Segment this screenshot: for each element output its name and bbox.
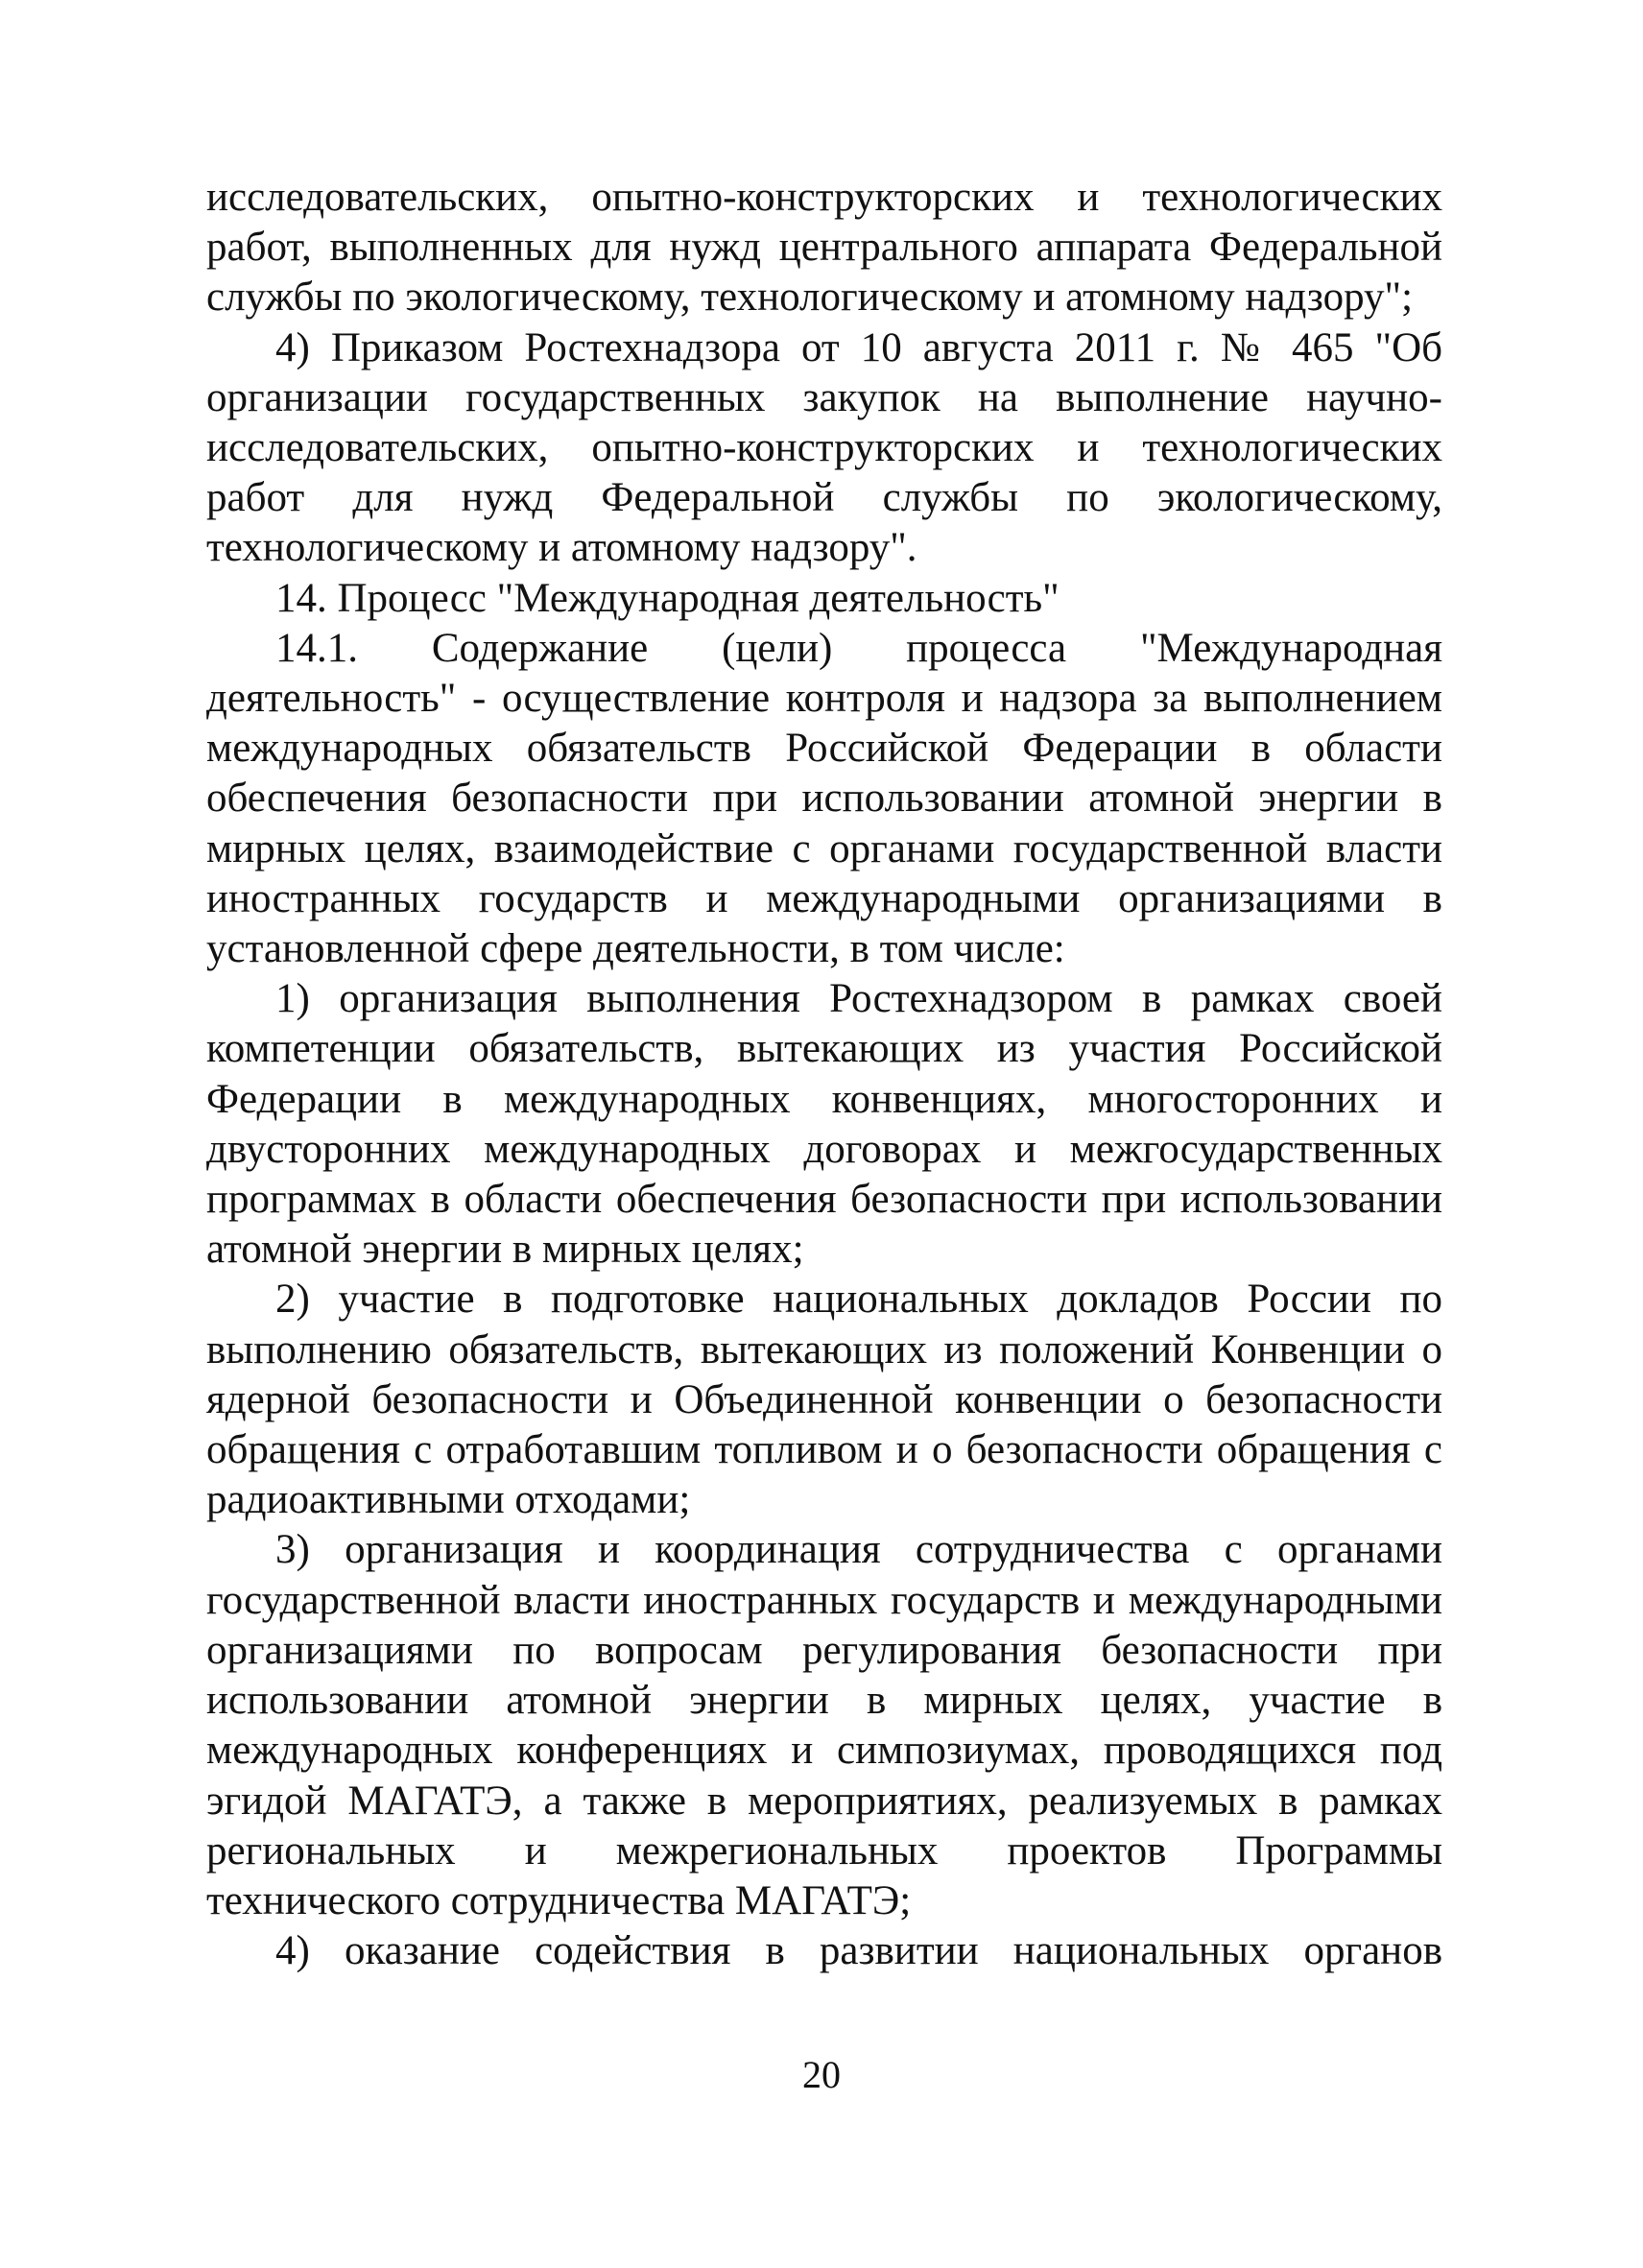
paragraph-item-4-order: 4) Приказом Ростехнадзора от 10 августа 2011 г. № 465 "Об организации государственных закупок на выполнение научно-исследовательских, опытно-конструкторских и технологических работ для нужд Федеральной службы по экологическому, технологическому и атомному надзору". (206, 324, 1442, 571)
paragraph-item-2: 2) участие в подготовке национальных докладов России по выполнению обязательств, вытекающих из положений Конвенции о ядерной безопасности и Объединенной конвенции о безопасности обращения с отработавшим топливом и о безопасности обращения с радиоактивными отходами; (206, 1277, 1442, 1523)
document-page (206, 173, 1442, 2188)
section-heading-14: 14. Процесс "Международная деятельность" (275, 575, 1060, 621)
paragraph-item-1: 1) организация выполнения Ростехнадзором в рамках своей компетенции обязательств, вытекающих из участия Российской Федерации в международных конвенциях, многосторонних и двусторонних международных договорах и межгосударственных программах в области обеспечения безопасности при использовании атомной энергии в мирных целях; (206, 976, 1442, 1273)
page-number: 20 (802, 2053, 841, 2096)
paragraph-item-3: 3) организация и координация сотрудничества с органами государственной власти иностранных государств и международными организациями по вопросам регулирования безопасности при использовании атомной энергии в мирных целях, участие в международных конференциях и симпозиумах, проводящихся под эгидой МАГАТЭ, а также в мероприятиях, реализуемых в рамках региональных и межрегиональных проектов Программы технического сотрудничества МАГАТЭ; (206, 1527, 1442, 1923)
paragraph-item-4: 4) оказание содействия в развитии национальных органов (275, 1928, 1442, 1974)
paragraph-continuation: исследовательских, опытно-конструкторских и технологических работ, выполненных для нужд центрального аппарата Федеральной службы по экологическому, технологическому и атомному надзору"; (206, 175, 1442, 321)
paragraph-14-1: 14.1. Содержание (цели) процесса "Международная деятельность" - осуществление контроля и надзора за выполнением международных обязательств Российской Федерации в области обеспечения безопасности при использовании атомной энергии в мирных целях, взаимодействие с органами государственной власти иностранных государств и международными организациями в установленной сфере деятельности, в том числе: (206, 625, 1442, 972)
